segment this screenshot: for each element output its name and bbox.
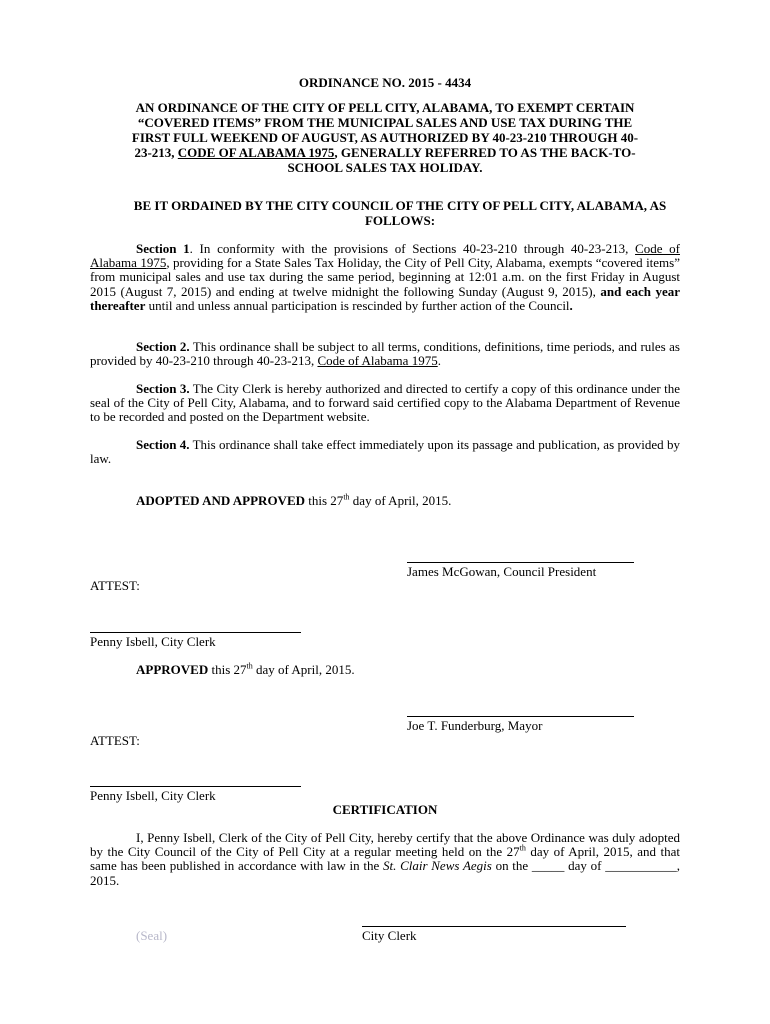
approval-label: APPROVED (136, 662, 209, 677)
president-name: James McGowan, Council President (407, 564, 597, 579)
certification-text-a: I, Penny Isbell, Clerk of the City of Pell City, hereby certify that the above Ordinance was duly adopted by the City Council of the City of Pell City at a regular meeting held on the 27 (90, 830, 680, 860)
ordinance-subtitle (130, 100, 640, 175)
clerk-signature-line-2 (90, 786, 301, 787)
clerk-name-1: Penny Isbell, City Clerk (90, 634, 216, 649)
certification-text-b: day of April, 2015, and that same has been published in accordance with law in the (90, 844, 680, 874)
section-1-text-c: until and unless annual participation is rescinded by further action of the Council (145, 297, 570, 313)
adoption-sup: th (343, 492, 350, 502)
adoption-label: ADOPTED AND APPROVED (136, 493, 306, 508)
subtitle-code-reference: CODE OF ALABAMA 1975 (177, 145, 335, 160)
attest-label-1: ATTEST: (90, 578, 140, 593)
section-1-paragraph (90, 242, 680, 313)
section-4-label: Section 4. (136, 437, 190, 452)
mayor-signature-line (407, 716, 634, 717)
section-3-text: The City Clerk is hereby authorized and directed to certify a copy of this ordinance under the seal of the City of Pell City, Alabama, and to forward said certified copy to the Alabama Department of Revenue to be recorded and posted on the Department website. (90, 381, 680, 425)
section-1-code-reference: Code of Alabama 1975 (90, 241, 680, 271)
certification-text-c: on the _____ day of ___________, 2015. (90, 858, 680, 888)
approval-statement (136, 662, 355, 677)
adoption-statement (136, 493, 451, 508)
attest-label-2: ATTEST: (90, 733, 140, 748)
section-4-text: This ordinance shall take effect immediately upon its passage and publication, as provided by law. (90, 437, 680, 467)
president-signature-line (407, 562, 634, 563)
section-4-paragraph (90, 438, 680, 466)
newspaper-name: St. Clair News Aegis (382, 858, 492, 874)
subtitle-text-1: AN ORDINANCE OF THE CITY OF PELL CITY, ALABAMA, TO EXEMPT CERTAIN “COVERED ITEMS” FROM THE MUNICIPAL SALES AND USE TAX DURING THE FIRST FULL WEEKEND OF AUGUST, AS AUTHORIZED BY 40-23-210 THROUGH 40-23-213, (131, 100, 639, 160)
section-1-emphasis: and each year thereafter (90, 283, 680, 313)
ordinance-title: ORDINANCE NO. 2015 - 4434 (298, 75, 472, 90)
section-1-text-b: , providing for a State Sales Tax Holiday, the City of Pell City, Alabama, exempts “covered items” from municipal sales and use tax during the same period, beginning at 12:01 a.m. on the first Friday in August 2015 (August 7, 2015) and ending at twelve midnight the following Sunday (August 9, 2015), (90, 255, 680, 299)
section-3-paragraph (90, 382, 680, 425)
seal-placeholder: (Seal) (136, 928, 168, 943)
subtitle-text-2: , GENERALLY REFERRED TO AS THE BACK-TO-SCHOOL SALES TAX HOLIDAY. (287, 145, 636, 175)
city-clerk-title: City Clerk (362, 928, 417, 943)
section-1-text-a: . In conformity with the provisions of Sections 40-23-210 through 40-23-213, (189, 241, 636, 256)
approval-post: day of April, 2015. (252, 662, 355, 677)
section-2-paragraph (90, 340, 680, 368)
certification-sup: th (519, 843, 526, 853)
mayor-name: Joe T. Funderburg, Mayor (407, 718, 543, 733)
section-1-label: Section 1 (136, 241, 190, 256)
clerk-name-2: Penny Isbell, City Clerk (90, 788, 216, 803)
certification-title: CERTIFICATION (332, 802, 438, 817)
clerk-signature-line-1 (90, 632, 301, 633)
section-2-text-a: This ordinance shall be subject to all terms, conditions, definitions, time periods, and rules as provided by 40-23-210 through 40-23-213, (90, 339, 680, 369)
section-2-text-b: . (437, 353, 441, 369)
section-1-period: . (569, 297, 573, 313)
ordaining-clause: BE IT ORDAINED BY THE CITY COUNCIL OF THE CITY OF PELL CITY, ALABAMA, AS FOLLOWS: (133, 198, 667, 228)
approval-sup: th (246, 661, 253, 671)
approval-pre: this 27 (208, 662, 247, 677)
certification-signature-line (362, 926, 626, 927)
section-3-label: Section 3. (136, 381, 190, 396)
section-2-label: Section 2. (136, 339, 190, 354)
certification-paragraph (90, 831, 680, 888)
adoption-post: day of April, 2015. (349, 493, 452, 508)
adoption-pre: this 27 (305, 493, 344, 508)
section-2-code-reference: Code of Alabama 1975 (317, 353, 438, 369)
